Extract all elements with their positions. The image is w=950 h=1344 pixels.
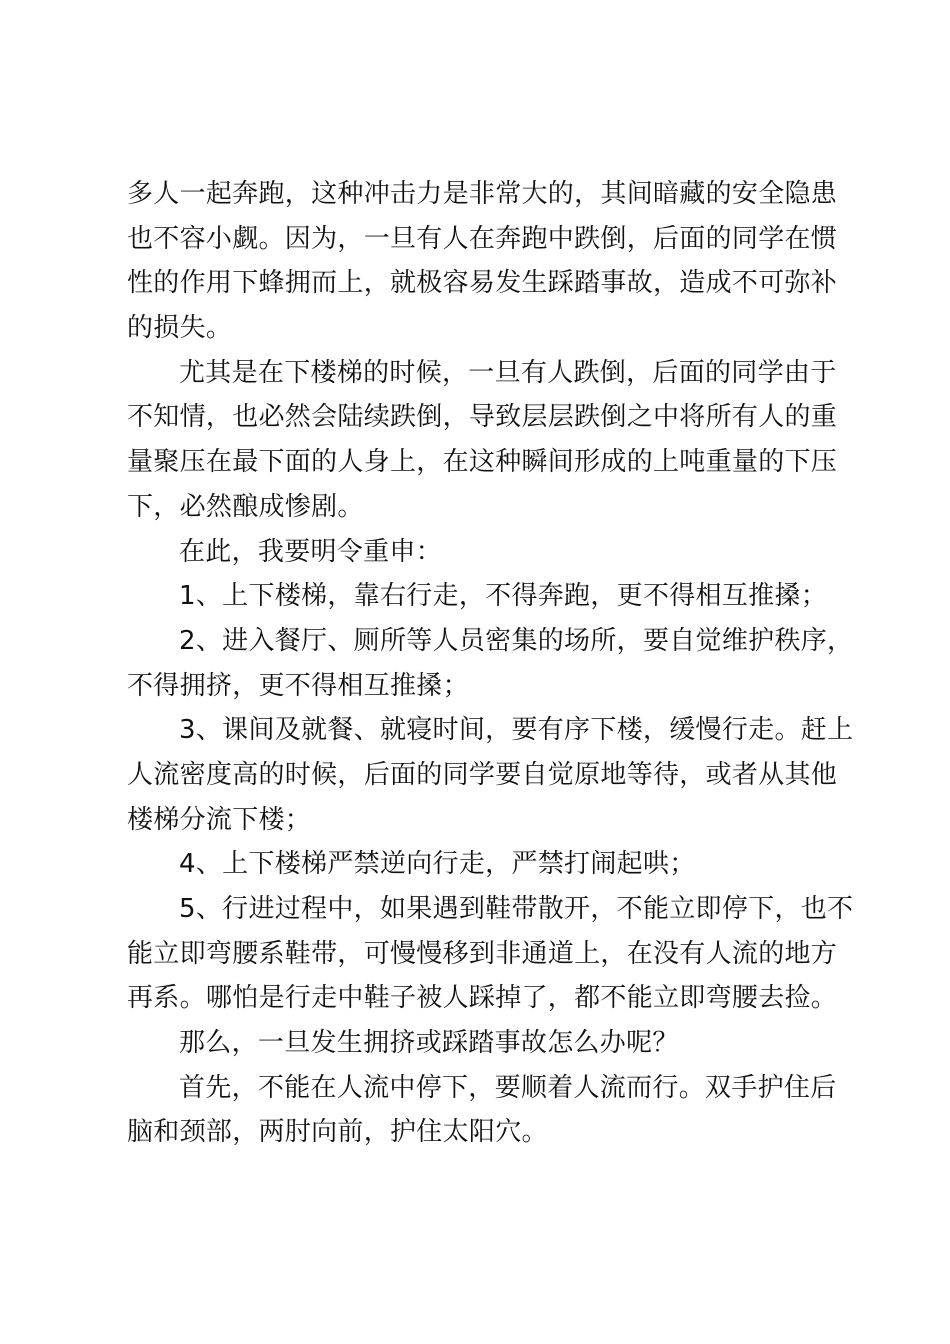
text-line: 首先，不能在人流中停下，要顺着人流而行。双手护住后 — [179, 1072, 837, 1103]
text-line: 人流密度高的时候，后面的同学要自觉原地等待，或者从其他 — [127, 759, 838, 790]
text-line: 的损失。 — [127, 313, 233, 344]
text-line: 脑和颈部，两肘向前，护住太阳穴。 — [127, 1117, 548, 1148]
text-line: 多人一起奔跑，这种冲击力是非常大的，其间暗藏的安全隐患 — [127, 179, 838, 209]
text-line: 不知情，也必然会陆续跌倒，导致层层跌倒之中将所有人的重 — [127, 402, 838, 433]
text-line: 在此，我要明令重申： — [179, 536, 443, 567]
text-line: 性的作用下蜂拥而上，就极容易发生踩踏事故，造成不可弥补 — [127, 268, 838, 299]
text-line: 再系。哪怕是行走中鞋子被人踩掉了，都不能立即弯腰去捡。 — [127, 983, 838, 1014]
text-line: 不得拥挤，更不得相互推搡； — [127, 670, 469, 701]
text-line: 能立即弯腰系鞋带，可慢慢移到非通道上，在没有人流的地方 — [127, 938, 838, 969]
list-item-4: 4、上下楼梯严禁逆向行走，严禁打闹起哄； — [179, 849, 696, 880]
text-line: 尤其是在下楼梯的时候，一旦有人跌倒，后面的同学由于 — [179, 357, 837, 388]
list-item-5: 5、行进过程中，如果遇到鞋带散开，不能立即停下，也不 — [179, 894, 854, 924]
list-item-3: 3、课间及就餐、就寝时间，要有序下楼，缓慢行走。赶上 — [179, 715, 854, 746]
list-item-2: 2、进入餐厅、厕所等人员密集的场所，要自觉维护秩序， — [179, 625, 854, 656]
text-line: 楼梯分流下楼； — [127, 804, 312, 835]
text-line: 下，必然酿成惨剧。 — [127, 491, 364, 522]
text-line: 量聚压在最下面的人身上，在这种瞬间形成的上吨重量的下压 — [127, 447, 838, 478]
text-line: 那么，一旦发生拥挤或踩踏事故怎么办呢？ — [179, 1028, 679, 1059]
list-item-1: 1、上下楼梯，靠右行走，不得奔跑，更不得相互推搡； — [179, 581, 828, 612]
text-line: 也不容小觑。因为，一旦有人在奔跑中跌倒，后面的同学在惯 — [127, 223, 838, 254]
document-body — [127, 172, 854, 1155]
